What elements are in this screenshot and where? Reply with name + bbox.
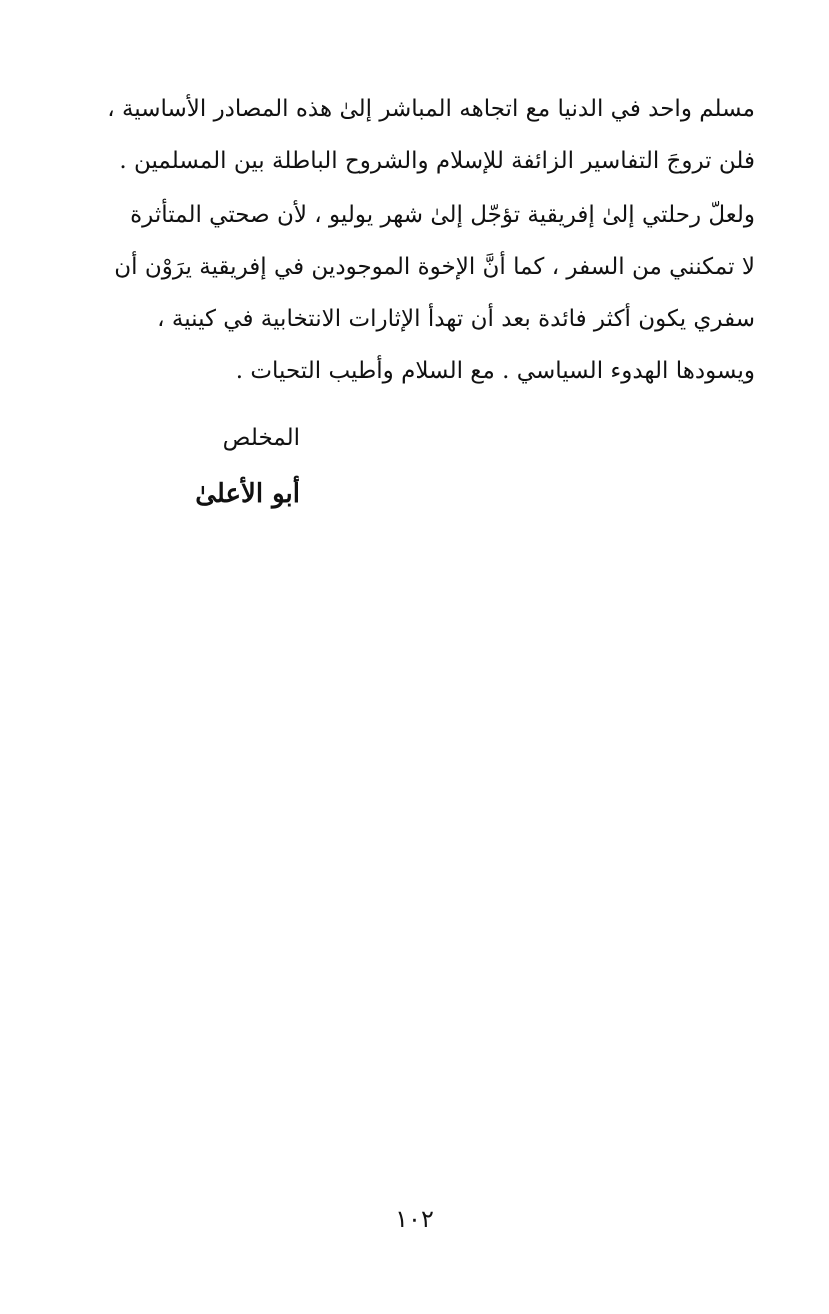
text-line: مسلم واحد في الدنيا مع اتجاهه المباشر إلىٰ هذه المصادر الأساسية ، — [107, 96, 755, 122]
text-line: ولعلّ رحلتي إلىٰ إفريقية تؤجّل إلىٰ شهر يوليو ، لأن صحتي المتأثرة — [130, 202, 755, 228]
paragraph-2 — [60, 189, 755, 397]
text-line: لا تمكنني من السفر ، كما أنَّ الإخوة الموجودين في إفريقية يرَوْن أن — [114, 254, 755, 280]
page-number: ١٠٢ — [395, 1205, 434, 1233]
closing-salutation: المخلص — [222, 425, 300, 451]
text-line: ويسودها الهدوء السياسي . مع السلام وأطيب التحيات . — [235, 358, 755, 384]
text-line: سفري يكون أكثر فائدة بعد أن تهدأ الإثارات الانتخابية في كينية ، — [157, 306, 755, 332]
author-name: أبو الأعلىٰ — [195, 479, 300, 509]
paragraph-1 — [60, 83, 755, 187]
text-line: فلن تروجَ التفاسير الزائفة للإسلام والشروح الباطلة بين المسلمين . — [119, 148, 755, 174]
